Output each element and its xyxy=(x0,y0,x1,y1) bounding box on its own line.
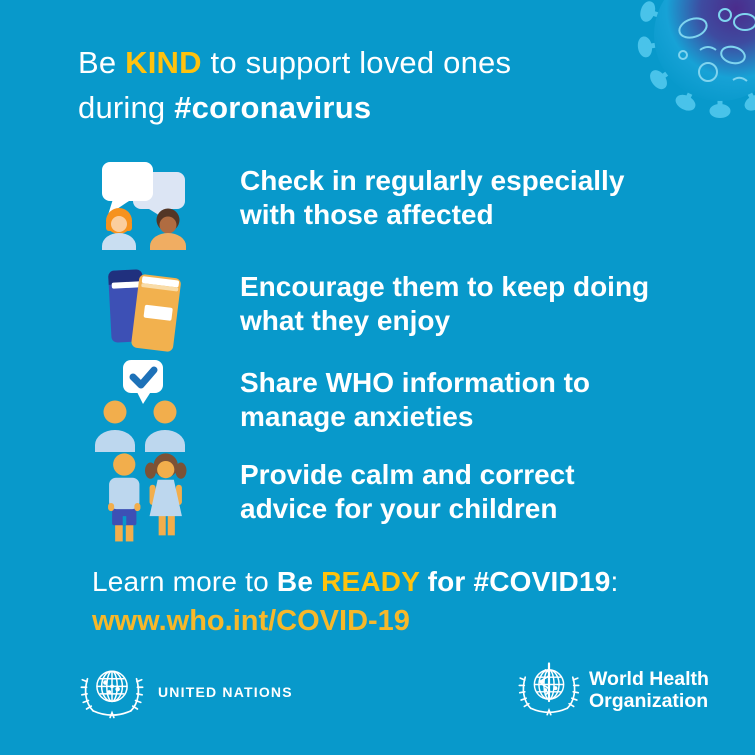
item-text-advice-children xyxy=(240,458,575,526)
item-line: with those affected xyxy=(240,199,494,230)
chat-people-icon xyxy=(97,160,193,250)
item-line: Encourage them to keep doing xyxy=(240,271,650,302)
who-label: World Health Organization xyxy=(589,668,709,712)
title-line-1: Be KIND to support loved ones xyxy=(78,45,512,80)
coronavirus-icon xyxy=(605,0,755,150)
title-line-2: during #coronavirus xyxy=(78,90,372,125)
item-text-encourage xyxy=(240,270,649,338)
item-line: manage anxieties xyxy=(240,401,474,432)
ready-highlight: READY xyxy=(321,566,420,597)
coronavirus-hashtag: #coronavirus xyxy=(174,90,372,125)
item-text-check-in xyxy=(240,164,624,232)
people-check-icon xyxy=(92,360,192,452)
item-line: Share WHO information to xyxy=(240,367,590,398)
item-text-share-info xyxy=(240,366,590,434)
cta-line: Learn more to Be READY for #COVID19: xyxy=(92,566,619,597)
item-line: what they enjoy xyxy=(240,305,451,336)
un-logo xyxy=(79,659,293,725)
children-icon xyxy=(103,452,189,554)
page-title xyxy=(78,40,511,130)
who-covid-url: www.who.int/COVID-19 xyxy=(92,605,410,637)
un-emblem-icon xyxy=(79,659,145,725)
un-label: UNITED NATIONS xyxy=(158,684,293,700)
item-line: advice for your children xyxy=(240,493,558,524)
kind-highlight: KIND xyxy=(125,45,202,80)
books-icon xyxy=(101,264,189,354)
who-emblem-icon xyxy=(517,658,581,722)
item-line: Provide calm and correct xyxy=(240,459,575,490)
item-line: Check in regularly especially xyxy=(240,165,625,196)
who-logo xyxy=(517,658,709,722)
